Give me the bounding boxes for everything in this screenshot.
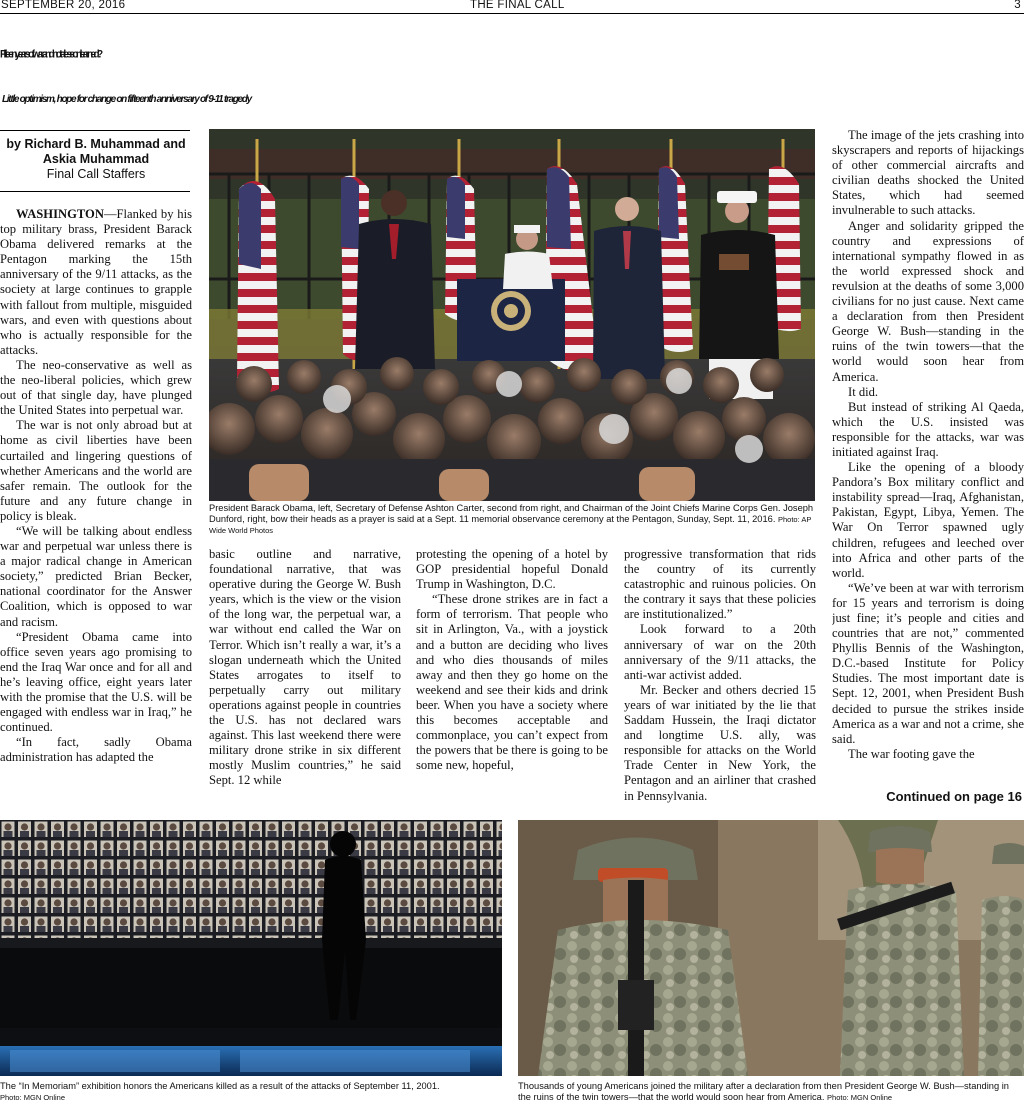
soldiers-photo (518, 820, 1024, 1076)
article-paragraph: “We will be talking about endless war and perpetual war unless there is a major radical change in American society,” predicted Brian Becker, national coordinator for the Answer Coalition, which is opposed to war and racism. (0, 523, 192, 629)
soldiers-caption-text: Thousands of young Americans joined the military after a declaration from then President George W. Bush—standing in the ruins of the twin towers—that the world would soon hear from America. (518, 1081, 1009, 1103)
pentagon-ceremony-photo (209, 129, 815, 501)
article-column-3 (416, 547, 608, 835)
ceremony-illustration (209, 129, 815, 501)
page-header (0, 0, 1024, 14)
issue-date: SEPTEMBER 20, 2016 (1, 0, 126, 11)
main-caption-text: President Barack Obama, left, Secretary of Defense Ashton Carter, second from right, and Chairman of the Joint Chiefs Marine Corps Gen. Joseph Dunford, right, bow their heads as a prayer is said at a Sept. 11 memorial observance ceremony at the Pentagon, Sunday, Sept. 11, 2016. (209, 503, 814, 525)
main-photo-caption (209, 503, 815, 537)
article-column-4 (624, 547, 816, 835)
soldiers-photo-caption (518, 1081, 1024, 1103)
main-photo-credit: Photo: AP Wide World Photos (209, 515, 812, 536)
soldiers-illustration (518, 820, 1024, 1076)
subheadline: Little optimism, hope for change on fifteenth anniversary of 9-11 tragedy (2, 94, 251, 105)
article-paragraph: Mr. Becker and others decried 15 years of war initiated by the lie that Saddam Hussein, the Iraqi dictator and longtime U.S. ally, was responsible for attacks on the World Trade Center in New York, the Pentagon and an airliner that crashed in Pennsylvania. (624, 682, 816, 803)
article-paragraph: “In fact, sadly Obama administration has adapted the (0, 735, 192, 765)
article-paragraph: Look forward to a 20th anniversary of war on the 20th anniversary of the 9/11 attacks, the anti-war activist added. (624, 622, 816, 682)
article-paragraph: The image of the jets crashing into skyscrapers and reports of hijackings of other commercial aircrafts and civilian deaths shocked the United States, which had seemed invulnerable to such attacks. (832, 128, 1024, 218)
byline-authors: by Richard B. Muhammad and Askia Muhammad (6, 137, 186, 166)
article-paragraph: The war is not only abroad but at home as civil liberties have been curtailed and lingering questions of whether Americans and the world are safer remain. The outlook for the future and any future change in policy is bleak. (0, 418, 192, 523)
article-column-5 (832, 128, 1024, 788)
article-column-2 (209, 547, 401, 835)
byline (0, 137, 192, 182)
in-memoriam-photo (0, 820, 502, 1076)
dateline: WASHINGTON (16, 207, 104, 221)
article-paragraph: WASHINGTON—Flanked by his top military brass, President Barack Obama delivered remarks at the Pentagon marking the 15th anniversary of the 9/11 attacks, as the society at large continues to grapple with fallout from multiple, misguided wars, and even with questions about who is actually responsible for the attacks. (0, 207, 192, 357)
article-paragraph: “These drone strikes are in fact a form of terrorism. That people who sit in Arlington, Va., with a joystick and a button are deciding who lives and who dies thousands of miles away and then they go home on the weekend and see their kids and drink beer. When you have a society where this becomes acceptable and commonplace, you can’t expect from the powers that be there is going to be some new, hopeful, (416, 592, 608, 773)
article-paragraph: basic outline and narrative, foundational narrative, that was operative during the George W. Bush years, which is the view or the vision of the long war, the perpetual war, a war without end called the War on Terror. Which isn’t really a war, it’s a slogan underneath which the United States arrogates to itself to perpetually carry out military operations against people in countries the U.S. has not declared wars against. This last weekend there were military drone strike in six different mostly Muslim countries,” he said Sept. 12 while (209, 547, 401, 788)
byline-top-rule (0, 130, 190, 131)
memorial-photo-credit: Photo: MGN Online (0, 1093, 66, 1103)
article-paragraph: The war footing gave the (848, 746, 975, 761)
article-paragraph: But instead of striking Al Qaeda, which the U.S. insisted was responsible for the attacks, war was initiated against Iraq. (832, 399, 1024, 459)
continued-jump-line: Continued on page 16 (886, 789, 1022, 804)
memorial-caption-text: The “In Memoriam” exhibition honors the Americans killed as a result of the attacks of September 11, 2001. (0, 1081, 440, 1091)
article-paragraph: “We’ve been at war with terrorism for 15 years and terrorism is doing just fine; it’s people and cities and countries that are not,” commented Phyllis Bennis of the Washington, D.C.-based Institute for Policy Studies. The most important date is Sept. 12, 2001, when President Bush decided to pursue the strikes inside America as a war and not a crime, she said. (832, 580, 1024, 746)
memorial-illustration (0, 820, 502, 1076)
article-paragraph: Anger and solidarity gripped the country and expressions of international sympathy flowed in as the world expressed shock and revulsion at the deaths of some 3,000 civilians for no just cause. Next came a declaration from then President George W. Bush—standing in the ruins of the twin towers—that the world would soon hear from America. (832, 218, 1024, 384)
publication-name: THE FINAL CALL (470, 0, 565, 11)
article-paragraph: protesting the opening of a hotel by GOP presidential hopeful Donald Trump in Washington, D.C. (416, 547, 608, 592)
byline-bottom-rule (0, 191, 190, 192)
soldiers-photo-credit: Photo: MGN Online (827, 1093, 893, 1103)
article-paragraph: Like the opening of a bloody Pandora’s Box military conflict and instability spread—Iraq, Afghanistan, Pakistan, Egypt, Libya, Yemen. The War On Terror spawned ugly children, refugees and leeched over into Africa and other parts of the world. (832, 460, 1024, 580)
article-paragraph: “President Obama came into office seven years ago promising to end the Iraq War once and for all and he’s leaving office, eight years later with the promise that the U.S. will be engaged with endless war in Iraq,” he continued. (0, 629, 192, 735)
headline: Fifteen years of war and not a lesson learned? (0, 48, 101, 61)
memorial-photo-caption (0, 1081, 502, 1103)
article-paragraph: The neo-conservative as well as the neo-liberal policies, which grew out of that single day, have plunged the United States into perpetual war. (0, 357, 192, 418)
article-paragraph: progressive transformation that rids the country of its currently catastrophic and ruinous policies. On the contrary it says that these policies are institutionalized.” (624, 547, 816, 622)
article-column-1 (0, 207, 192, 835)
page-number: 3 (1014, 0, 1021, 11)
byline-role: Final Call Staffers (46, 167, 146, 181)
article-paragraph: It did. (848, 384, 879, 399)
